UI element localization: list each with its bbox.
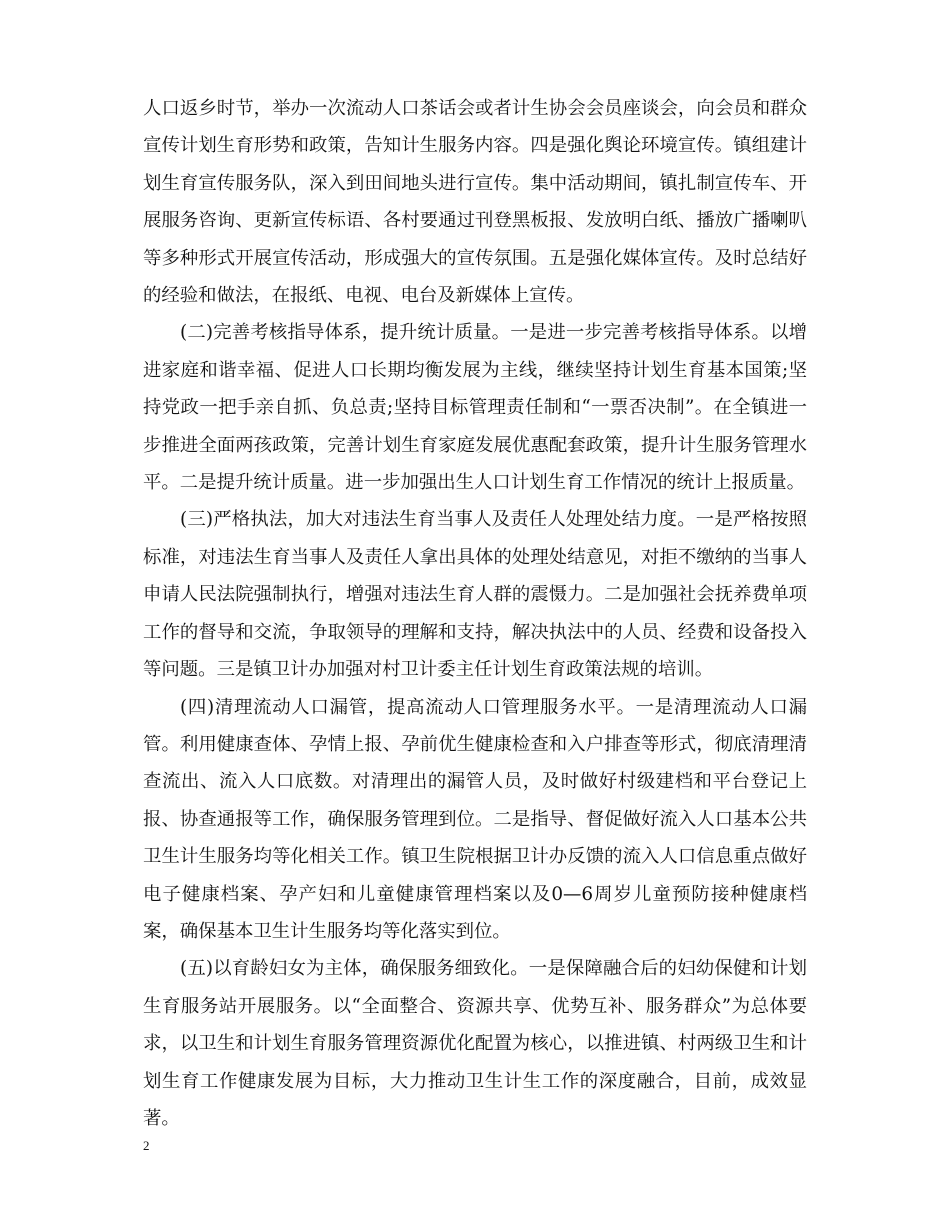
document-body (143, 90, 807, 1137)
page-number: 2 (143, 1138, 150, 1153)
paragraph-4: (四)清理流动人口漏管，提高流动人口管理服务水平。一是清理流动人口漏管。利用健康查体、孕情上报、孕前优生健康检查和入户排查等形式，彻底清理清查流出、流入人口底数。对清理出的漏管人员，及时做好村级建档和平台登记上报、协查通报等工作，确保服务管理到位。二是指导、督促做好流入人口基本公共卫生计生服务均等化相关工作。镇卫生院根据卫计办反馈的流入人口信息重点做好电子健康档案、孕产妇和儿童健康管理档案以及0—6周岁儿童预防接种健康档案，确保基本卫生计生服务均等化落实到位。 (143, 696, 807, 942)
paragraph-2: (二)完善考核指导体系，提升统计质量。一是进一步完善考核指导体系。以增进家庭和谐幸福、促进人口长期均衡发展为主线，继续坚持计划生育基本国策;坚持党政一把手亲自抓、负总责;坚持目标管理责任制和“一票否决制”。在全镇进一步推进全面两孩政策，完善计划生育家庭发展优惠配套政策，提升计生服务管理水平。二是提升统计质量。进一步加强出生人口计划生育工作情况的统计上报质量。 (143, 322, 807, 494)
paragraph-1: 人口返乡时节，举办一次流动人口茶话会或者计生协会会员座谈会，向会员和群众宣传计划生育形势和政策，告知计生服务内容。四是强化舆论环境宣传。镇组建计划生育宣传服务队，深入到田间地头进行宣传。集中活动期间，镇扎制宣传车、开展服务咨询、更新宣传标语、各村要通过刊登黑板报、发放明白纸、播放广播喇叭等多种形式开展宣传活动，形成强大的宣传氛围。五是强化媒体宣传。及时总结好的经验和做法，在报纸、电视、电台及新媒体上宣传。 (143, 98, 807, 307)
paragraph-3: (三)严格执法，加大对违法生育当事人及责任人处理处结力度。一是严格按照标准，对违法生育当事人及责任人拿出具体的处理处结意见，对拒不缴纳的当事人申请人民法院强制执行，增强对违法生育人群的震慑力。二是加强社会抚养费单项工作的督导和交流，争取领导的理解和支持，解决执法中的人员、经费和设备投入等问题。三是镇卫计办加强对村卫计委主任计划生育政策法规的培训。 (143, 509, 807, 681)
paragraph-5: (五)以育龄妇女为主体，确保服务细致化。一是保障融合后的妇幼保健和计划生育服务站开展服务。以“全面整合、资源共享、优势互补、服务群众”为总体要求，以卫生和计划生育服务管理资源优化配置为核心，以推进镇、村两级卫生和计划生育工作健康发展为目标，大力推动卫生计生工作的深度融合，目前，成效显著。 (143, 958, 807, 1129)
